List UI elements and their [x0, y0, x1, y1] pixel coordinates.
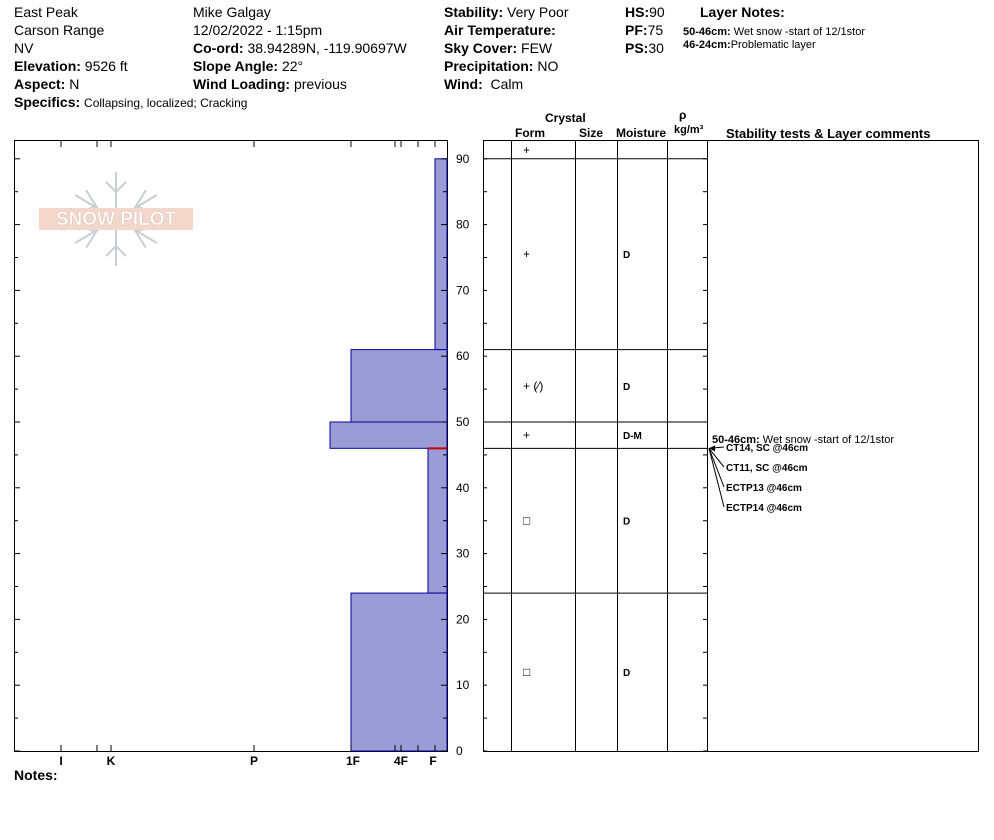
crystal-header: Crystal	[545, 111, 586, 125]
layer-note-1: 50-46cm: Wet snow -start of 12/1stor	[683, 26, 866, 38]
layer-form-3: +	[523, 428, 531, 443]
range: Carson Range	[14, 22, 105, 38]
depth-label: 20	[456, 612, 470, 627]
hardness-bar-3	[330, 422, 447, 448]
depth-label: 80	[456, 217, 470, 232]
notes-label: Notes:	[14, 767, 58, 783]
layer-form-5: □	[523, 665, 531, 680]
stability-test-1: CT14, SC @46cm	[726, 443, 809, 454]
hardness-bar-2	[351, 350, 447, 422]
hardness-label-P: P	[249, 754, 259, 768]
precipitation: Precipitation: NO	[444, 58, 559, 74]
hardness-label-I: I	[59, 754, 63, 768]
layer-comment: 50-46cm: Wet snow -start of 12/1stor	[712, 434, 895, 446]
hardness-label-4F: 4F	[393, 754, 409, 768]
datetime: 12/02/2022 - 1:15pm	[193, 22, 323, 38]
layer-form-4: □	[523, 513, 531, 528]
rho-header: ρ	[679, 108, 687, 122]
layer-notes-title: Layer Notes:	[700, 4, 785, 20]
elevation: Elevation: 9526 ft	[14, 58, 128, 74]
logo-text: SNOW PILOT	[55, 209, 177, 230]
observer: Mike Galgay	[193, 4, 271, 20]
specifics: Specifics: Collapsing, localized; Cracking	[14, 94, 248, 110]
wind-loading: Wind Loading: previous	[193, 76, 347, 92]
slope-angle: Slope Angle: 22°	[193, 58, 304, 74]
layer-form-2: + (⁄)	[523, 378, 544, 393]
ps: PS:30	[625, 40, 664, 56]
snow-pilot-logo	[39, 172, 193, 266]
stability-test-2: CT11, SC @46cm	[726, 463, 808, 474]
moisture-header: Moisture	[616, 126, 667, 140]
surface-form: +	[523, 143, 531, 157]
form-header: Form	[515, 126, 545, 140]
layer-moisture-2: D	[623, 381, 631, 393]
pf: PF:75	[625, 22, 664, 38]
state: NV	[14, 40, 34, 56]
wind: Wind: Calm	[444, 76, 524, 92]
layer-moisture-3: D-M	[623, 431, 642, 443]
density-header: kg/m³	[674, 124, 704, 136]
stability: Stability: Very Poor	[444, 4, 569, 20]
hardness-bar-5	[351, 593, 447, 751]
hs: HS:90	[625, 4, 665, 20]
sky-cover: Sky Cover: FEW	[444, 40, 553, 56]
depth-label: 40	[456, 480, 470, 495]
layer-note-2: 46-24cm:Problematic layer	[683, 39, 816, 51]
stability-test-4: ECTP14 @46cm	[726, 503, 802, 514]
size-header: Size	[579, 126, 604, 140]
comments-header: Stability tests & Layer comments	[726, 126, 931, 141]
table-depth-ticks	[483, 159, 707, 751]
aspect: Aspect: N	[14, 76, 80, 92]
stability-test-3: ECTP13 @46cm	[726, 483, 802, 494]
stability-leader-3	[709, 448, 724, 487]
table-column-dividers	[512, 140, 708, 751]
layer-moisture-5: D	[623, 668, 631, 680]
coordinates: Co-ord: 38.94289N, -119.90697W	[193, 40, 407, 56]
depth-label: 50	[456, 415, 470, 429]
hardness-label-F: F	[429, 754, 437, 768]
air-temperature: Air Temperature:	[444, 22, 556, 38]
hardness-label-K: K	[106, 754, 116, 768]
depth-label: 60	[456, 349, 470, 364]
depth-label: 90	[456, 151, 470, 166]
layer-rows	[483, 143, 707, 679]
hardness-bars	[330, 159, 447, 751]
depth-label: 30	[456, 546, 470, 561]
hardness-bar-1	[435, 159, 447, 350]
layer-moisture-1: D	[623, 250, 631, 262]
location: East Peak	[14, 4, 78, 20]
layer-form-1: +	[523, 247, 531, 262]
depth-label: 70	[456, 283, 470, 298]
hardness-label-1F: 1F	[345, 754, 361, 768]
stability-annotations	[709, 434, 894, 514]
layer-moisture-4: D	[623, 516, 631, 528]
depth-label: 10	[456, 678, 470, 693]
depth-label: 0	[456, 744, 463, 758]
